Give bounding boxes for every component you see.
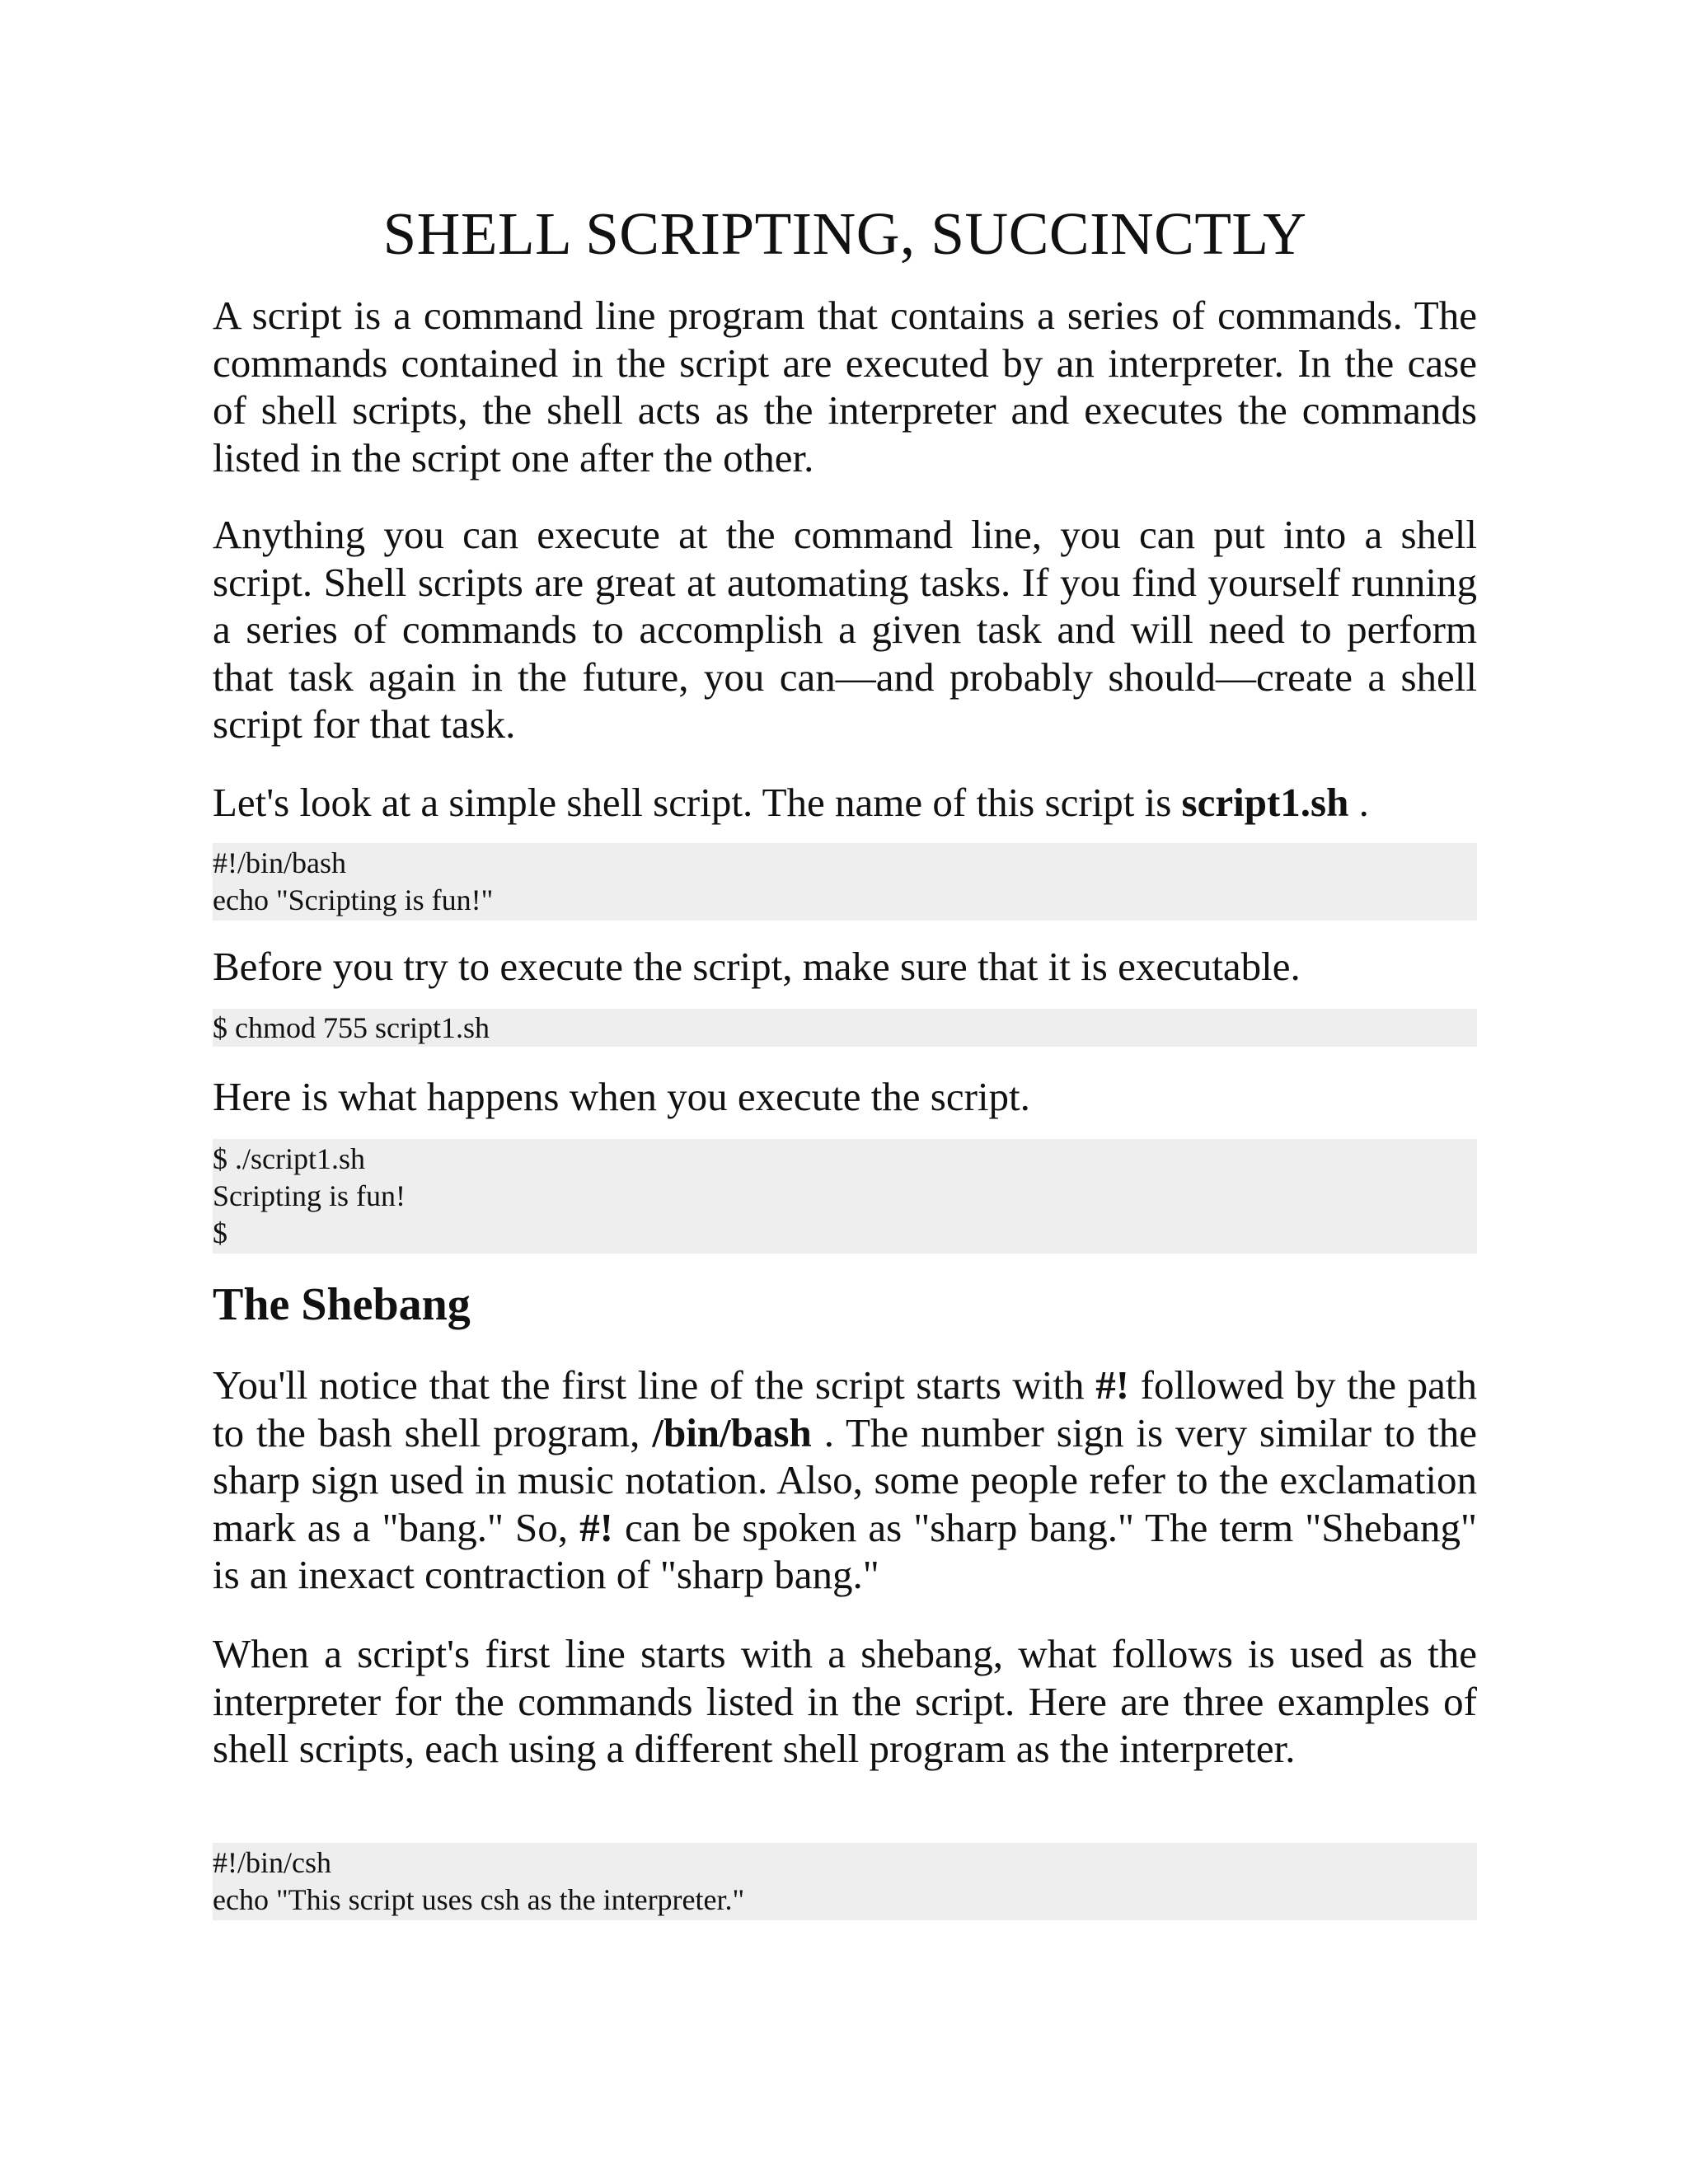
executable-paragraph: Before you try to execute the script, make sure that it is executable. [213, 944, 1301, 989]
shebang-text: . The number sign is very similar to the sharp sign used in music notation. Also, some people refer to the exclamation mark as a "bang." So, [213, 1409, 1477, 1550]
code-block-csh [213, 1843, 1477, 1920]
document-title: SHELL SCRIPTING, SUCCINCTLY [382, 200, 1307, 267]
code-line: $ ./script1.sh [213, 1142, 365, 1175]
execute-paragraph: Here is what happens when you execute the script. [213, 1074, 1030, 1119]
code-line: echo "Scripting is fun!" [213, 883, 494, 916]
code-line: $ chmod 755 script1.sh [213, 1011, 490, 1044]
code-block-script1 [213, 843, 1477, 921]
automation-paragraph: Anything you can execute at the command line, you can put into a shell script. Shell scripts are great at automating tasks. If you find yourself running a series of commands to accomplish a given task and will need to perform that task again in the future, you can—and probably should—create a shell script for that task. [213, 512, 1477, 747]
code-line: #!/bin/bash [213, 846, 346, 879]
code-block-chmod [213, 1009, 1477, 1047]
simple-script-text-end: . [1348, 780, 1369, 825]
shebang-text: can be spoken as "sharp bang." The term "Shebang" is an inexact contraction of "sharp bang." [213, 1504, 1478, 1597]
intro-paragraph: A script is a command line program that contains a series of commands. The commands contained in the script are executed by an interpreter. In the case of shell scripts, the shell acts as the interpreter and executes the commands listed in the script one after the other. [213, 293, 1477, 480]
shebang-text: followed by the path to the bash shell program, [213, 1362, 1477, 1455]
shebang-symbol: #! [1095, 1362, 1130, 1408]
shebang-paragraph [213, 1361, 1477, 1599]
shebang-symbol: #! [579, 1504, 613, 1550]
code-line: echo "This script uses csh as the interpreter." [213, 1883, 745, 1916]
interpreter-paragraph: When a script's first line starts with a shebang, what follows is used as the interpreter for the commands listed in the script. Here are three examples of shell scripts, each using a different shell program as the interpreter. [213, 1631, 1477, 1771]
code-line: Scripting is fun! [213, 1179, 406, 1212]
code-line: #!/bin/csh [213, 1846, 331, 1879]
section-heading: The Shebang [213, 1279, 471, 1330]
script-filename: script1.sh [1181, 780, 1349, 825]
bash-path: /bin/bash [652, 1409, 812, 1455]
simple-script-text: Let's look at a simple shell script. The name of this script is [213, 780, 1182, 825]
code-line: $ [213, 1216, 227, 1249]
simple-script-paragraph [213, 779, 1477, 827]
code-block-run [213, 1139, 1477, 1254]
shebang-text: You'll notice that the first line of the script starts with [213, 1362, 1096, 1408]
